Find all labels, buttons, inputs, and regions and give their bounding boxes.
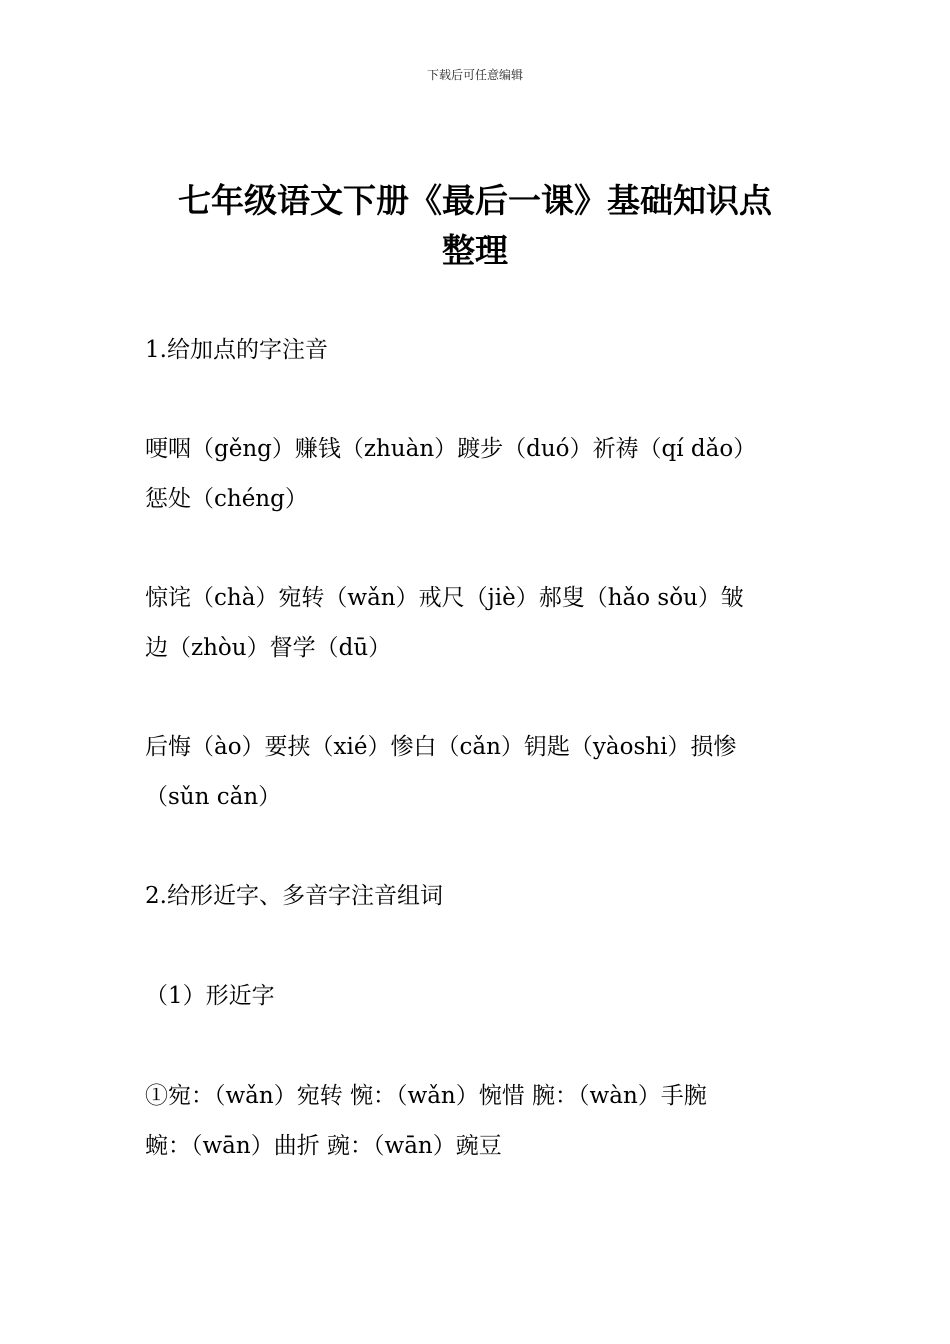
paragraph-line: （sǔn cǎn） xyxy=(145,784,282,810)
pinyin-paragraph-1 xyxy=(145,424,810,524)
pinyin-paragraph-3 xyxy=(145,722,810,822)
page-title xyxy=(140,176,810,276)
title-line-2: 整理 xyxy=(442,231,508,270)
paragraph-line: 惊诧（chà）宛转（wǎn）戒尺（jiè）郝叟（hǎo sǒu）皱 xyxy=(145,585,744,611)
paragraph-line: 哽咽（gěng）赚钱（zhuàn）踱步（duó）祈祷（qí dǎo） xyxy=(145,436,757,462)
paragraph-line: ①宛：（wǎn）宛转 惋：（wǎn）惋惜 腕：（wàn）手腕 xyxy=(145,1083,707,1109)
paragraph-line: 蜿：（wān）曲折 豌：（wān）豌豆 xyxy=(145,1133,502,1159)
header-note: 下载后可任意编辑 xyxy=(426,68,523,82)
paragraph-line: 边（zhòu）督学（dū） xyxy=(145,635,392,661)
paragraph-line: 惩处（chéng） xyxy=(145,486,308,512)
subsection-heading: （1）形近字 xyxy=(145,983,275,1009)
section2-heading: 2.给形近字、多音字注音组词 xyxy=(145,883,443,909)
title-line-1: 七年级语文下册《最后一课》基础知识点 xyxy=(178,181,772,220)
paragraph-line: 后悔（ào）要挟（xié）惨白（cǎn）钥匙（yàoshi）损惨 xyxy=(145,734,737,760)
similar-characters-item-1 xyxy=(145,1071,810,1171)
section1-heading: 1.给加点的字注音 xyxy=(145,337,328,363)
pinyin-paragraph-2 xyxy=(145,573,810,673)
